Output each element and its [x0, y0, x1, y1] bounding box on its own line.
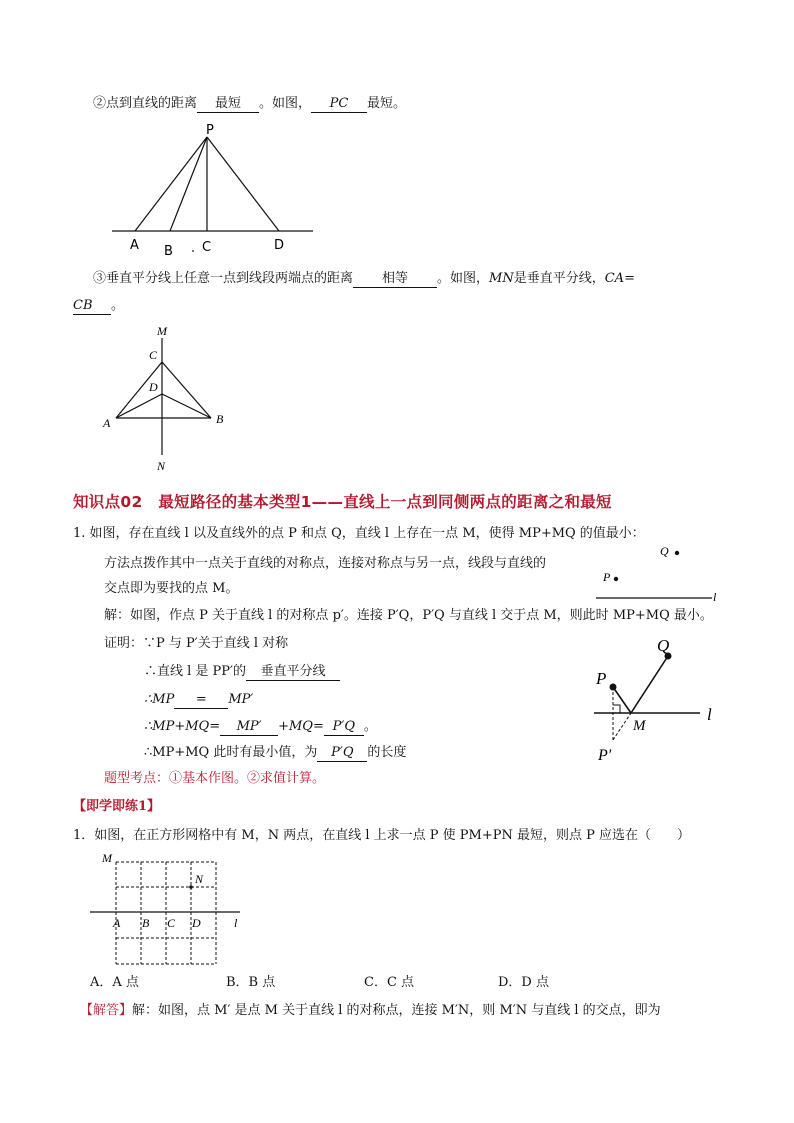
label-D: D: [274, 238, 285, 253]
label-C: C: [202, 240, 212, 255]
label-A: A: [103, 416, 111, 430]
label-l: l: [234, 916, 238, 930]
label-C: C: [149, 348, 158, 362]
label-B: B: [142, 916, 150, 930]
label-M: M: [102, 851, 112, 865]
label-M: M: [157, 324, 167, 338]
label-Q: Q: [657, 636, 670, 655]
method-line1: 方法点拨作其中一点关于直线的对称点，连接对称点与另一点，线段与直线的: [104, 556, 547, 571]
section-heading: 知识点02 最短路径的基本类型1——直线上一点到同侧两点的距离之和最短: [73, 493, 612, 511]
question-type-note: 题型考点：①基本作图。②求值计算。: [104, 771, 326, 786]
label-C: C: [167, 916, 176, 930]
label-Q: Q: [660, 544, 669, 558]
label-P: P: [603, 570, 611, 584]
label-l: l: [713, 590, 717, 604]
item3-text: ③垂直平分线上任意一点到线段两端点的距离 相等 。如图，MN是垂直平分线，CA=: [93, 271, 635, 286]
practice-title: 【即学即练1】: [73, 799, 161, 814]
label-A: A: [130, 238, 139, 253]
practice-question: 1．如图，在正方形网格中有 M，N 两点，在直线 l 上求一点 P 使 PM+PN 最短，则点 P 应选在（ ）: [73, 828, 691, 843]
item2-text: ②点到直线的距离 最短 。如图， PC 最短。: [93, 96, 407, 111]
problem-line1: 1. 如图，存在直线 l 以及直线外的点 P 和点 Q，直线 l 上存在一点 M，使得 MP+MQ 的值最小：: [73, 526, 645, 541]
proof-step3: ∴MP+MQ= MP′ +MQ= P′Q 。: [144, 719, 377, 734]
label-D: D: [149, 380, 158, 394]
solution-line: 解：如图，作点 P 关于直线 l 的对称点 p′。连接 P′Q，P′Q 与直线 l 交于点 M，则此时 MP+MQ 最小。: [104, 608, 713, 623]
option-a[interactable]: A．A 点: [90, 975, 139, 990]
label-D: D: [192, 916, 201, 930]
option-b[interactable]: B．B 点: [226, 975, 276, 990]
label-B: B: [164, 244, 173, 259]
item2-blank: 最短: [197, 96, 259, 113]
item2-blank2: PC: [311, 96, 367, 113]
item3-blank: 相等: [353, 271, 437, 288]
answer-line: 【解答】解：如图，点 M′ 是点 M 关于直线 l 的对称点，连接 M′N，则 M′N 与直线 l 的交点，即为: [80, 1003, 661, 1018]
label-P: P: [206, 123, 214, 138]
label-A: A: [113, 916, 121, 930]
proof-step1: ∴直线 l 是 PP′的 垂直平分线: [144, 664, 340, 681]
proof-step4: ∴MP+MQ 此时有最小值，为 P′Q 的长度: [144, 745, 407, 760]
proof-line: 证明：∵P 与 P′关于直线 l 对称: [104, 636, 289, 651]
method-line2: 交点即为要找的点 M。: [104, 581, 239, 596]
proof-step2: ∴MP = MP′: [144, 692, 254, 707]
label-N: N: [157, 459, 166, 473]
label-N: N: [195, 872, 204, 886]
label-M: M: [633, 718, 646, 734]
option-c[interactable]: C．C 点: [364, 975, 415, 990]
label-P: P: [596, 669, 607, 688]
label-l: l: [707, 705, 712, 724]
label-Pprime: P′: [598, 747, 612, 764]
label-B: B: [216, 412, 224, 426]
item3-text-cont: CB 。: [73, 298, 125, 313]
option-d[interactable]: D．D 点: [498, 975, 549, 990]
